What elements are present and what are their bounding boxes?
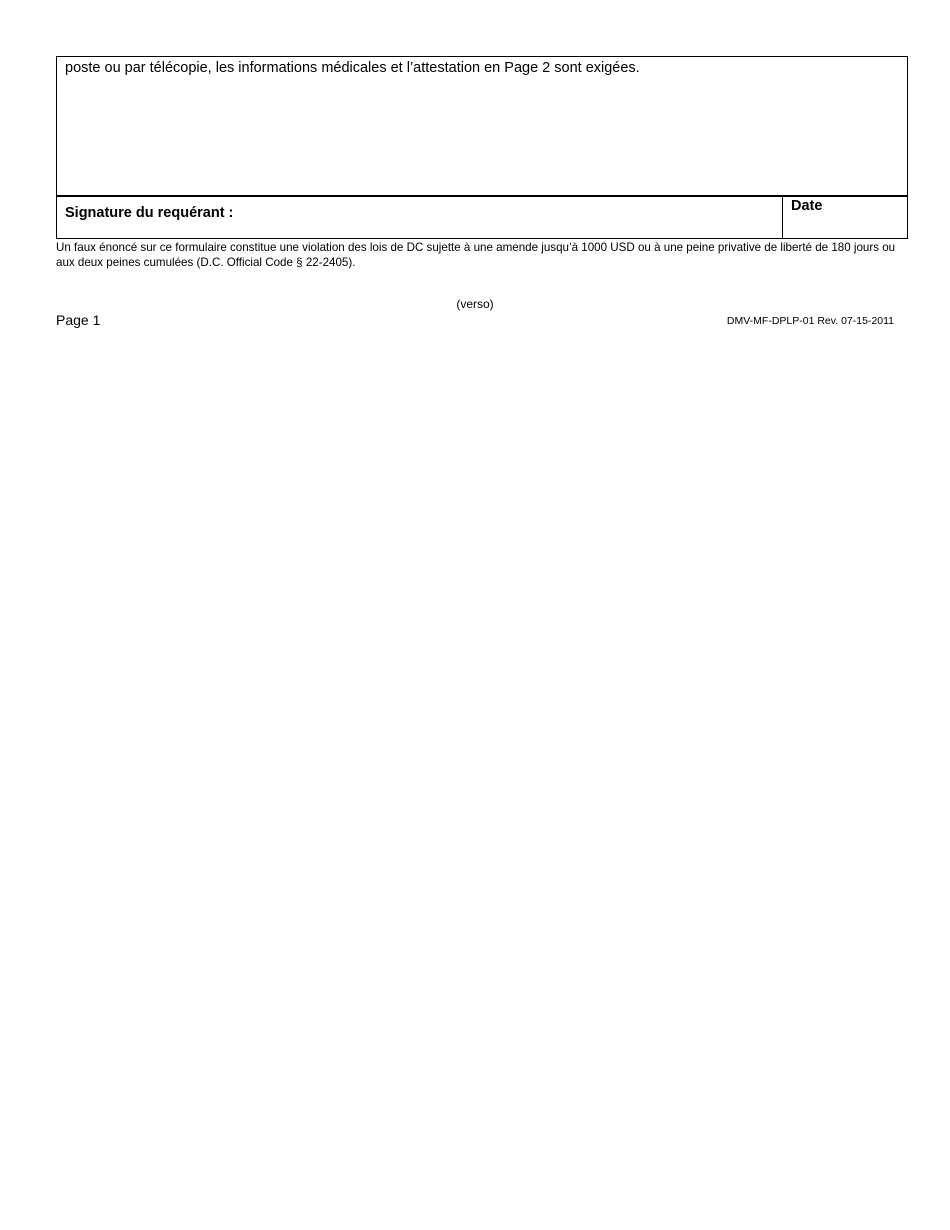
date-field[interactable]: [783, 197, 908, 239]
legal-warning: Un faux énoncé sur ce formulaire constitue une violation des lois de DC sujette à une amende jusqu’à 1000 USD ou à une peine privative de liberté de 180 jours ou aux deux peines cumulées (D.C. Official Code § 22-2405).: [56, 241, 896, 269]
date-label: Date: [791, 198, 823, 214]
signature-label: Signature du requérant :: [65, 205, 234, 221]
form-box: [56, 56, 908, 239]
instructions-cell: [57, 57, 907, 196]
form-code: DMV-MF-DPLP-01 Rev. 07-15-2011: [726, 315, 894, 327]
signature-field[interactable]: [57, 197, 782, 239]
verso-note: (verso): [456, 297, 494, 311]
page-number: Page 1: [56, 312, 101, 328]
instructions-text: poste ou par télécopie, les informations médicales et l’attestation en Page 2 sont exigées.: [65, 60, 640, 76]
